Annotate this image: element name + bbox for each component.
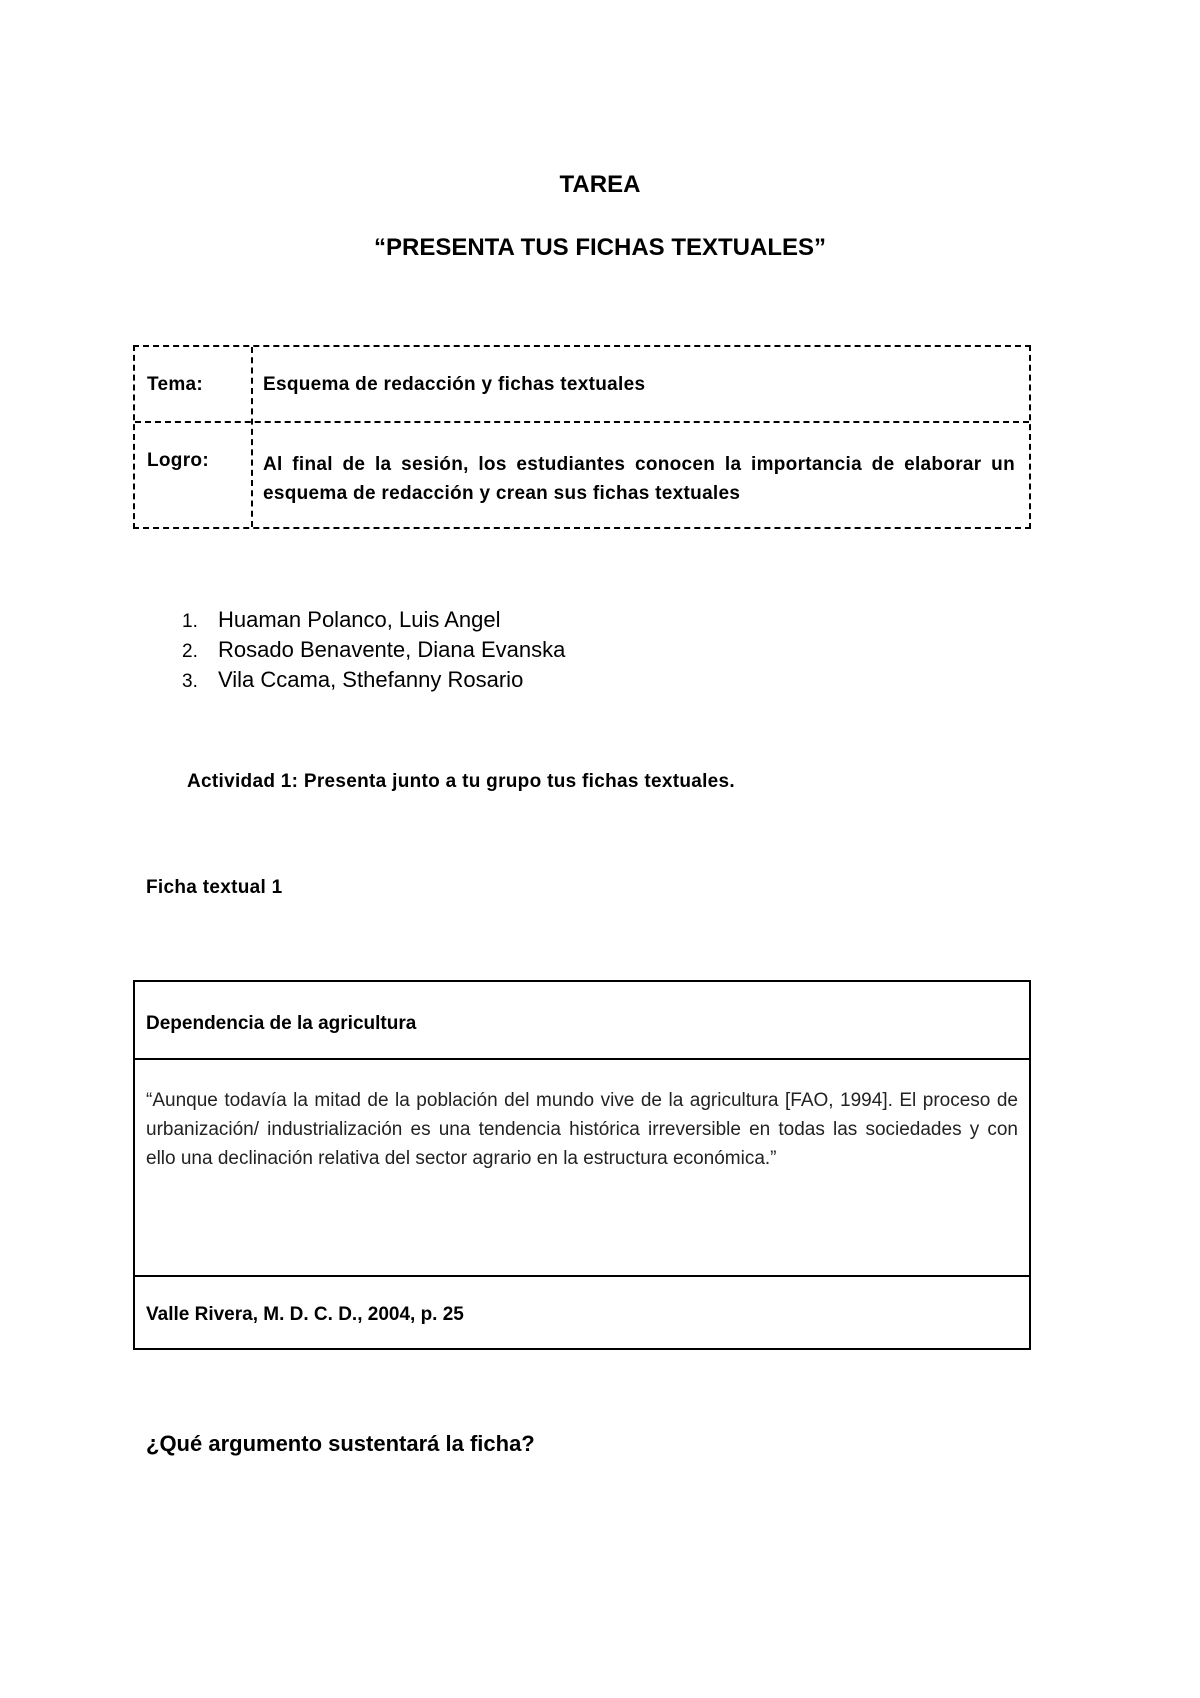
table-divider-vertical — [251, 347, 253, 527]
ficha-heading: Ficha textual 1 — [146, 877, 283, 898]
ficha-title-row — [135, 982, 1029, 1060]
tema-value: Esquema de redacción y fichas textuales — [263, 374, 646, 395]
logro-label: Logro: — [147, 450, 209, 471]
question-heading: ¿Qué argumento sustentará la ficha? — [146, 1431, 535, 1456]
list-item — [182, 636, 565, 666]
list-item — [182, 606, 565, 636]
info-table — [133, 345, 1031, 529]
member-name: Rosado Benavente, Diana Evanska — [218, 637, 566, 662]
logro-value: Al final de la sesión, los estudiantes conocen la importancia de elaborar un esquema de redacción y crean sus fichas textuales — [263, 454, 1015, 504]
list-number: 1. — [182, 611, 198, 632]
ficha-card — [133, 980, 1031, 1350]
ficha-title: Dependencia de la agricultura — [146, 1013, 417, 1034]
member-name: Huaman Polanco, Luis Angel — [218, 607, 501, 632]
member-list — [182, 606, 565, 696]
ficha-quote-row — [135, 1058, 1029, 1277]
activity-instruction: Actividad 1: Presenta junto a tu grupo tus fichas textuales. — [187, 771, 735, 792]
member-name: Vila Ccama, Sthefanny Rosario — [218, 667, 524, 692]
list-number: 3. — [182, 671, 198, 692]
ficha-reference: Valle Rivera, M. D. C. D., 2004, p. 25 — [146, 1304, 464, 1325]
ficha-quote: “Aunque todavía la mitad de la población del mundo vive de la agricultura [FAO, 1994]. El proceso de urbanización/ industrialización es una tendencia histórica irreversible en todas las sociedades y con ello una declinación relativa del sector agrario en la estructura económica.” — [146, 1090, 1018, 1169]
page-title: TAREA — [559, 171, 641, 198]
list-item — [182, 666, 565, 696]
tema-label: Tema: — [147, 374, 204, 395]
table-divider-horizontal — [135, 421, 1029, 423]
ficha-reference-row — [135, 1275, 1029, 1348]
list-number: 2. — [182, 641, 198, 662]
page-subtitle: “PRESENTA TUS FICHAS TEXTUALES” — [373, 234, 827, 261]
